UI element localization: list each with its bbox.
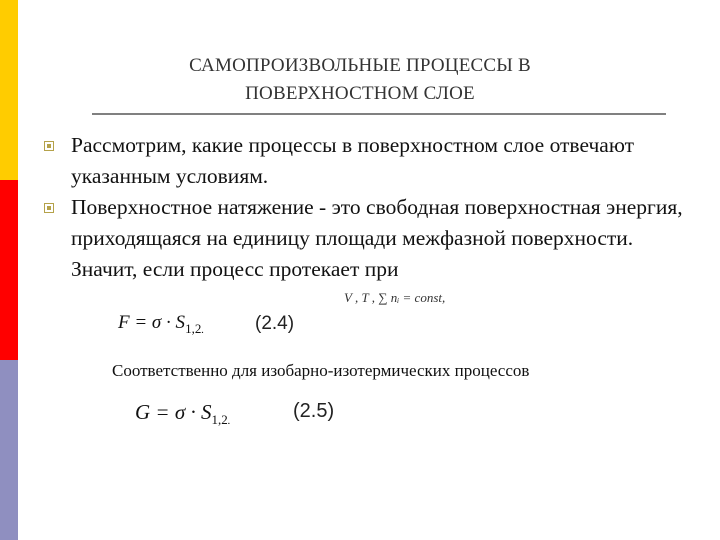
bullet-text: Поверхностное натяжение - это свободная поверхностная энергия, приходящаяся на единицу площади межфазной поверхности. Значит, если процесс протекает при: [71, 195, 683, 281]
formula-tail: .: [201, 324, 205, 336]
paragraph-text: Соответственно для изобарно-изотермических процессов: [112, 361, 530, 380]
slide-title-line1: САМОПРОИЗВОЛЬНЫЕ ПРОЦЕССЫ В: [189, 55, 531, 76]
formula-2-4: [118, 312, 204, 337]
formula-subscript: 1,2: [211, 412, 228, 427]
equation-number: (2.5): [293, 400, 335, 422]
square-bullet-icon: [44, 141, 54, 151]
title-divider: [92, 113, 666, 115]
stripe-yellow: [0, 0, 18, 180]
equation-number: (2.4): [255, 313, 295, 334]
formula-tail: .: [227, 415, 231, 427]
slide-title: [100, 52, 620, 108]
bullet-text: Рассмотрим, какие процессы в поверхностном слое отвечают указанным условиям.: [71, 133, 634, 188]
formula-2-5: [135, 400, 230, 428]
bullet-item: [44, 130, 684, 192]
stripe-purple: [0, 360, 18, 540]
condition-formula: V , T , ∑ nᵢ = const,: [344, 290, 446, 305]
bullet-item: [44, 192, 684, 285]
square-bullet-icon: [44, 203, 54, 213]
formula-lhs: G = σ · S: [135, 400, 212, 424]
formula-lhs: F = σ · S: [118, 312, 186, 333]
bullet-list: [44, 130, 684, 285]
slide-title-line2: ПОВЕРХНОСТНОМ СЛОЕ: [245, 83, 475, 104]
stripe-red: [0, 180, 18, 360]
formula-subscript: 1,2: [185, 321, 202, 336]
